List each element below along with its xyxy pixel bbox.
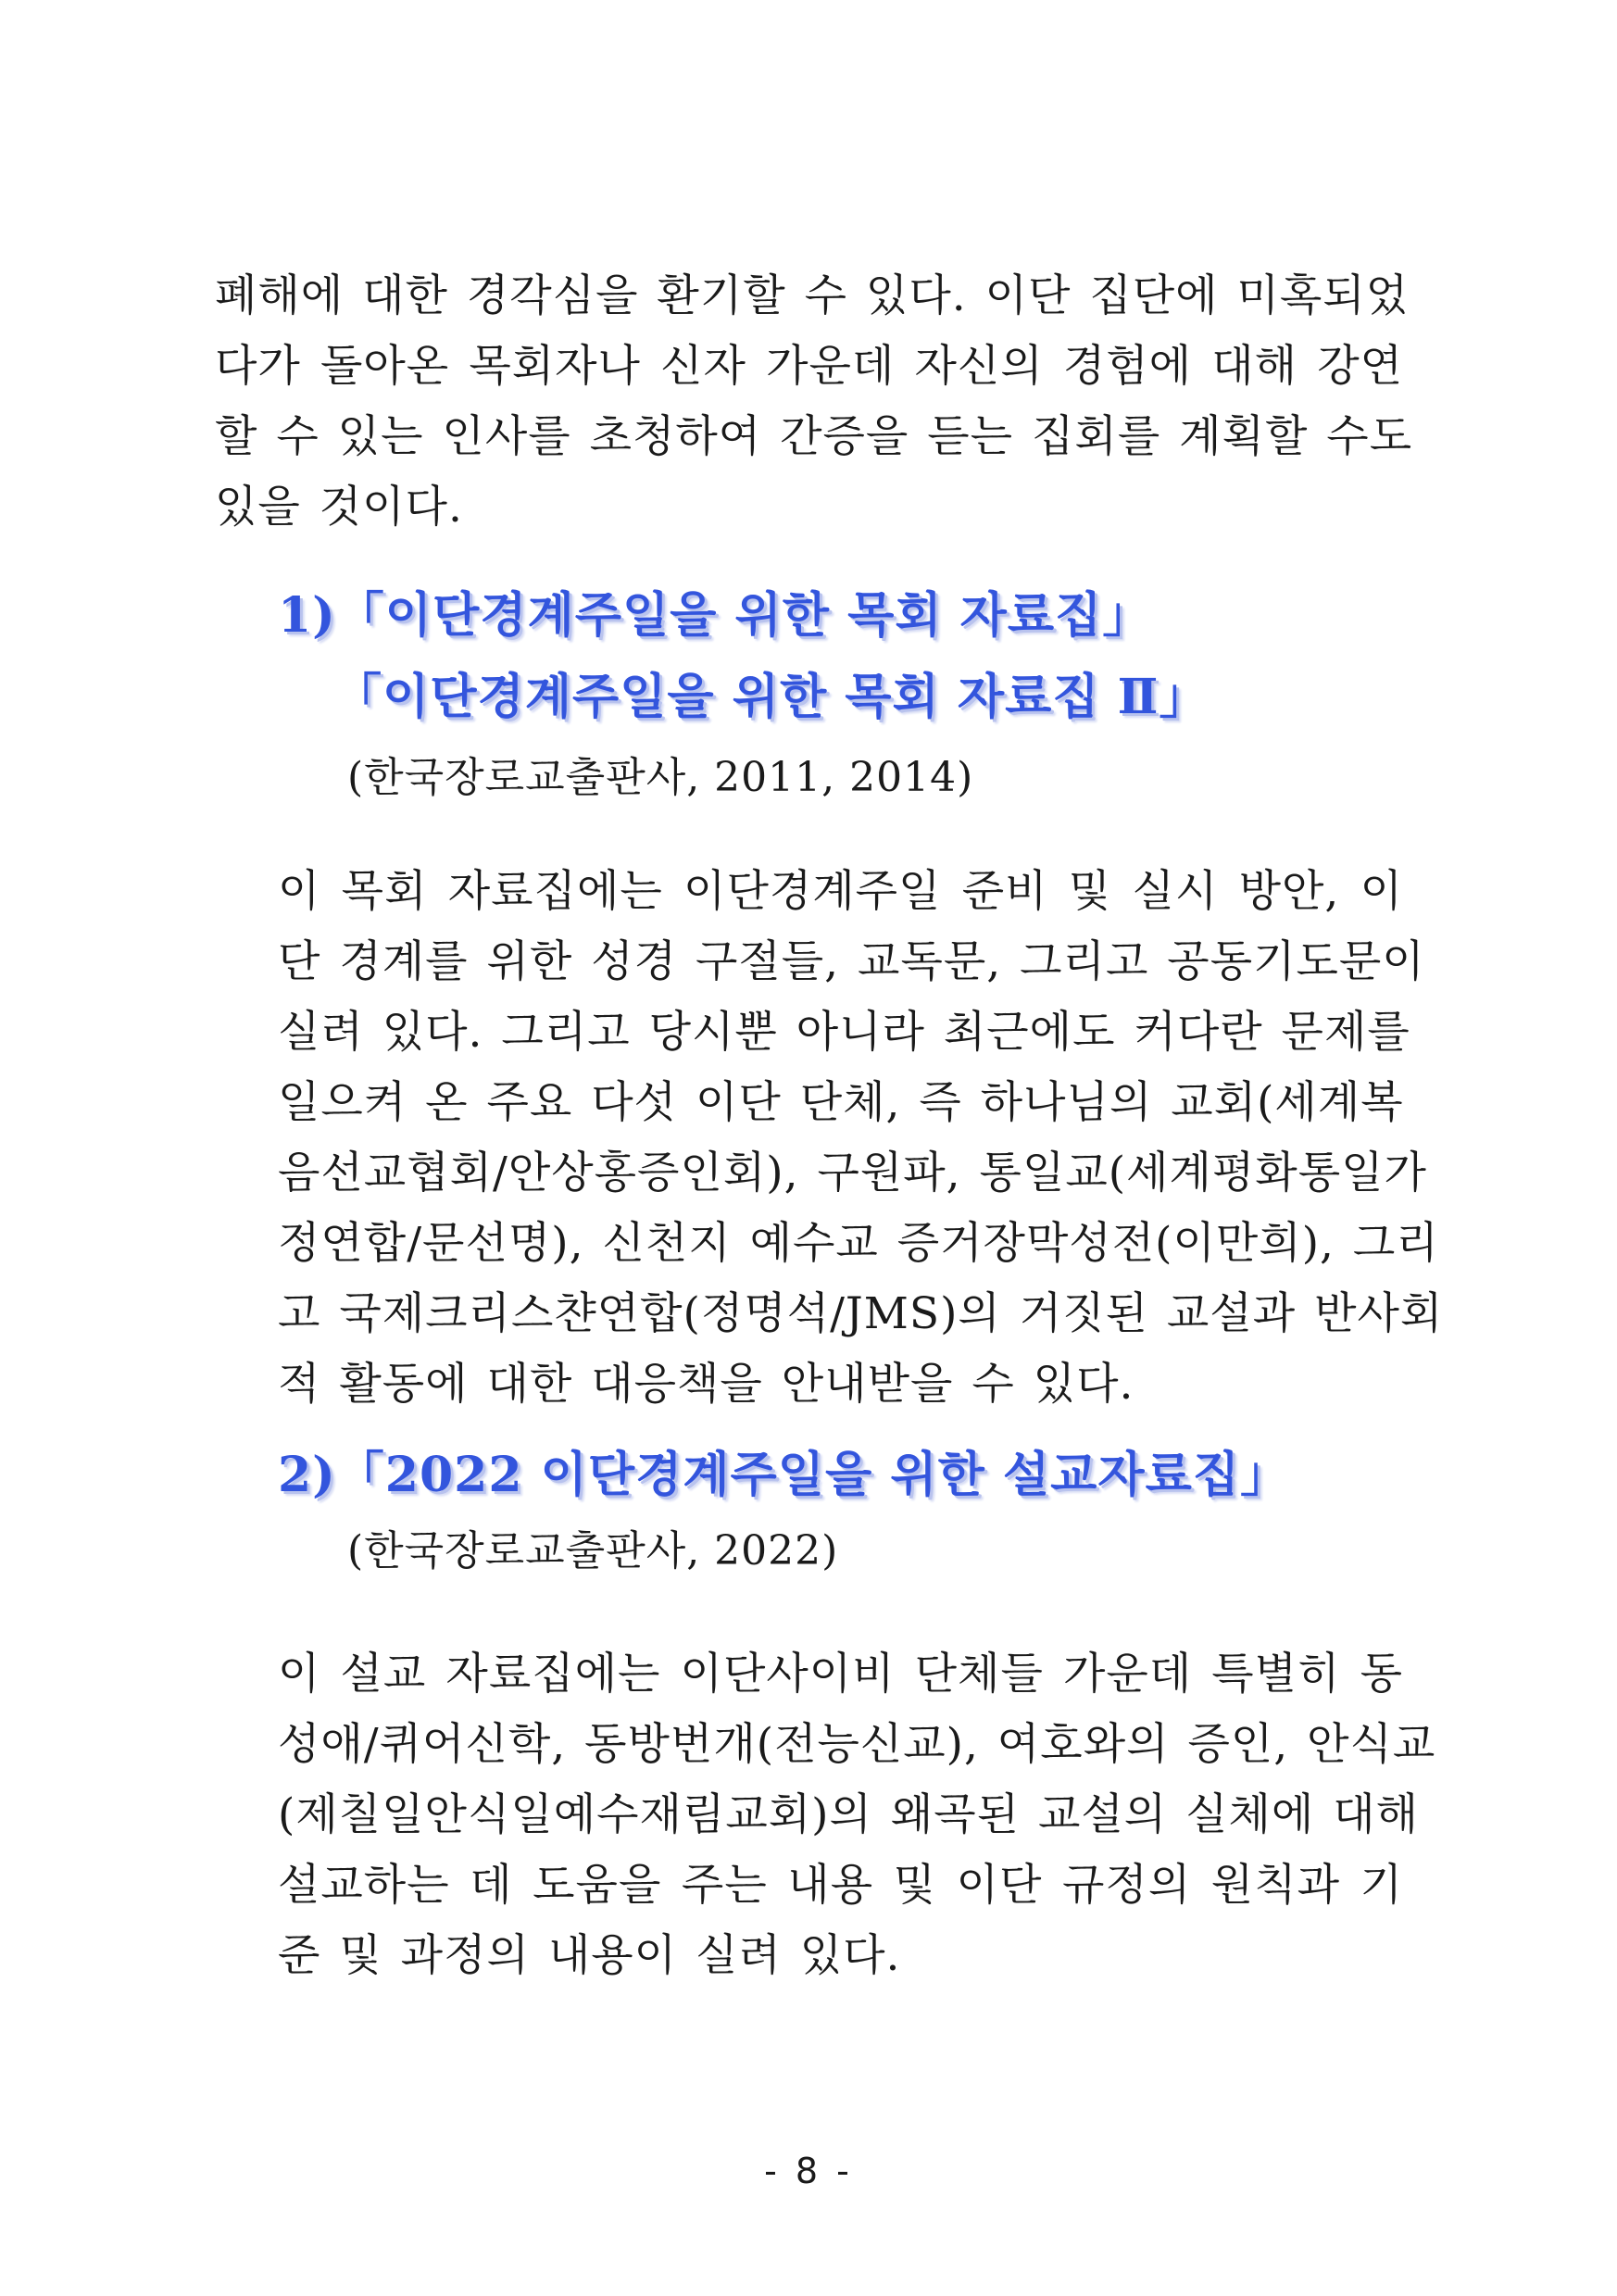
section2-body-line-5: 준 및 과정의 내용이 실려 있다. xyxy=(278,1930,901,1981)
intro-paragraph xyxy=(215,261,1413,543)
section2-heading-line1: 2)「2022 이단경계주일을 위한 설교자료집」 xyxy=(278,1447,1290,1503)
section2-body-line-1: 이 설교 자료집에는 이단사이비 단체들 가운데 특별히 동 xyxy=(278,1649,1403,1700)
section1-body-line-5: 음선교협회/안상홍증인회), 구원파, 통일교(세계평화통일가 xyxy=(278,1148,1427,1198)
intro-line-3: 할 수 있는 인사를 초청하여 간증을 듣는 집회를 계획할 수도 xyxy=(215,411,1413,462)
intro-line-4: 있을 것이다. xyxy=(215,482,463,533)
section2-body xyxy=(278,1639,1436,1991)
intro-line-2: 다가 돌아온 목회자나 신자 가운데 자신의 경험에 대해 강연 xyxy=(215,341,1403,392)
section1-heading-line1: 1)「이단경계주일을 위한 목회 자료집」 xyxy=(278,587,1152,644)
section1-body-line-6: 정연합/문선명), 신천지 예수교 증거장막성전(이만희), 그리 xyxy=(278,1218,1439,1269)
section1-heading-line2: 「이단경계주일을 위한 목회 자료집 Ⅱ」 xyxy=(333,669,1209,725)
section1-body-line-4: 일으켜 온 주요 다섯 이단 단체, 즉 하나님의 교회(세계복 xyxy=(278,1077,1404,1128)
section2-body-line-3: (제칠일안식일예수재림교회)의 왜곡된 교설의 실체에 대해 xyxy=(278,1789,1420,1840)
section2-source: (한국장로교출판사, 2022) xyxy=(347,1527,839,1575)
section1-body-line-2: 단 경계를 위한 성경 구절들, 교독문, 그리고 공동기도문이 xyxy=(278,936,1425,987)
section1-body-line-8: 적 활동에 대한 대응책을 안내받을 수 있다. xyxy=(278,1359,1134,1410)
section1-body-line-7: 고 국제크리스챤연합(정명석/JMS)의 거짓된 교설과 반사회 xyxy=(278,1288,1444,1339)
intro-line-1: 폐해에 대한 경각심을 환기할 수 있다. 이단 집단에 미혹되었 xyxy=(215,270,1410,321)
section1-body xyxy=(278,857,1444,1420)
section1-source: (한국장로교출판사, 2011, 2014) xyxy=(347,754,974,801)
section1-body-line-1: 이 목회 자료집에는 이단경계주일 준비 및 실시 방안, 이 xyxy=(278,866,1403,917)
section2-body-line-4: 설교하는 데 도움을 주는 내용 및 이단 규정의 원칙과 기 xyxy=(278,1860,1403,1911)
section1-body-line-3: 실려 있다. 그리고 당시뿐 아니라 최근에도 커다란 문제를 xyxy=(278,1007,1410,1058)
section2-body-line-2: 성애/퀴어신학, 동방번개(전능신교), 여호와의 증인, 안식교 xyxy=(278,1719,1436,1770)
page-number: - 8 - xyxy=(764,2151,853,2191)
